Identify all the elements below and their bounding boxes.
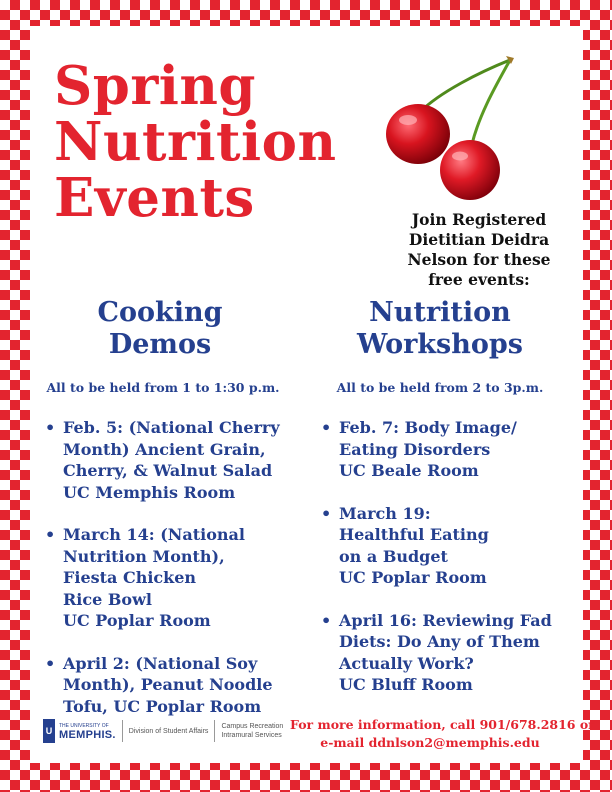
- item-line: • March 14: (National: [63, 525, 245, 544]
- intro-line: Dietitian Deidra: [408, 230, 550, 249]
- cooking-heading-line: Demos: [108, 329, 212, 360]
- item-line: UC Poplar Room: [339, 568, 487, 587]
- logo-small-text: THE UNIVERSITY OF: [59, 723, 109, 729]
- workshops-list: [319, 417, 569, 696]
- item-line: Healthful Eating: [339, 525, 489, 544]
- logo-big-text: MEMPHIS.: [59, 729, 116, 741]
- intro-text: [384, 210, 574, 290]
- list-item: [43, 653, 293, 718]
- item-line: Nutrition Month),: [63, 546, 225, 566]
- title-line-3: Events: [54, 167, 255, 229]
- memphis-wordmark: [59, 722, 116, 740]
- list-item: [319, 417, 569, 482]
- intro-line: free events:: [428, 270, 530, 289]
- more-info-line: e-mail ddnlson2@memphis.edu: [320, 735, 540, 750]
- item-line: Eating Disorders: [339, 439, 491, 459]
- rec-line: Campus Recreation: [221, 723, 284, 730]
- cherry-illustration: [380, 52, 530, 212]
- item-line: • April 2: (National Soy: [63, 653, 258, 673]
- workshops-heading-line: Workshops: [357, 329, 523, 360]
- divider: [214, 720, 215, 742]
- item-line: UC Memphis Room: [63, 482, 236, 502]
- item-line: on a Budget: [339, 546, 448, 566]
- item-line: Actually Work?: [339, 653, 474, 673]
- workshops-heading: [335, 297, 545, 361]
- cooking-list: [43, 417, 293, 717]
- list-item: [319, 503, 569, 589]
- more-info-line: For more information, call 901/678.2816 or: [290, 717, 595, 732]
- list-item: [43, 417, 293, 503]
- list-item: [43, 524, 293, 632]
- division-label: Division of Student Affairs: [128, 727, 209, 735]
- cooking-subheading: All to be held from 1 to 1:30 p.m.: [46, 380, 280, 395]
- item-line: Diets: Do Any of Them: [339, 632, 540, 651]
- item-line: Cherry, & Walnut Salad: [63, 461, 273, 480]
- rec-line: Intramural Services: [221, 732, 282, 739]
- item-line: UC Beale Room: [339, 461, 479, 480]
- item-line: UC Bluff Room: [339, 675, 473, 694]
- workshops-subheading: All to be held from 2 to 3p.m.: [336, 380, 544, 395]
- intro-line: Nelson for these: [407, 250, 551, 269]
- item-line: • Feb. 7: Body Image/: [339, 418, 517, 437]
- memphis-logo-icon: U: [43, 719, 55, 743]
- workshops-heading-line: Nutrition: [369, 297, 511, 328]
- cooking-heading: [60, 297, 260, 361]
- cooking-heading-line: Cooking: [97, 297, 223, 328]
- campus-rec-label: [221, 722, 283, 740]
- divider: [122, 720, 123, 742]
- item-line: Month) Ancient Grain,: [63, 439, 266, 459]
- intro-line: Join Registered: [411, 210, 547, 229]
- item-line: UC Poplar Room: [63, 611, 211, 630]
- item-line: Tofu, UC Poplar Room: [63, 696, 262, 716]
- more-info-text: [290, 716, 595, 752]
- item-line: Fiesta Chicken: [63, 568, 197, 587]
- title-line-1: Spring: [54, 55, 256, 117]
- list-item: [319, 610, 569, 696]
- title-line-2: Nutrition: [54, 111, 337, 173]
- item-line: Rice Bowl: [63, 589, 152, 609]
- item-line: • April 16: Reviewing Fad: [339, 610, 552, 630]
- item-line: • Feb. 5: (National Cherry: [63, 418, 280, 437]
- item-line: Month), Peanut Noodle: [63, 675, 273, 694]
- footer-logos: [43, 717, 283, 745]
- item-line: • March 19:: [339, 503, 431, 523]
